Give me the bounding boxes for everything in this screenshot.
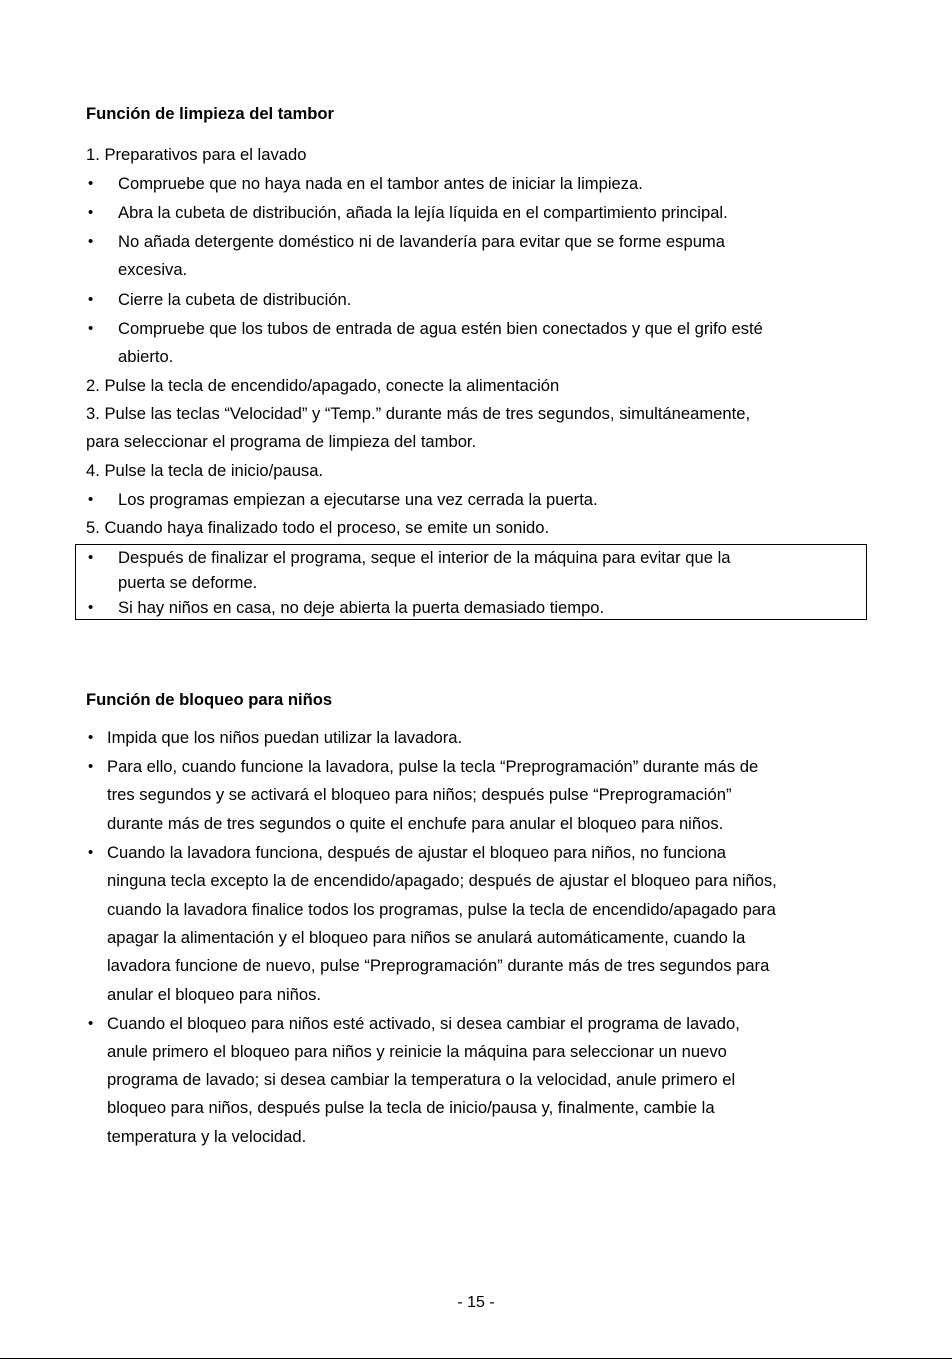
section-title-child-lock: Función de bloqueo para niños [86, 690, 333, 709]
child-lock-line: anule primero el bloqueo para niños y reinicie la máquina para seleccionar un nuevo [107, 1042, 727, 1061]
step-1-bullet: Cierre la cubeta de distribución. [118, 290, 352, 309]
child-lock-line: cuando la lavadora finalice todos los programas, pulse la tecla de encendido/apagado para [107, 900, 776, 919]
bullet-dot: • [88, 204, 94, 221]
bullet-dot: • [88, 491, 94, 508]
bullet-dot: • [88, 233, 94, 250]
note-bullet: Después de finalizar el programa, seque el interior de la máquina para evitar que la [118, 548, 731, 567]
step-2: 2. Pulse la tecla de encendido/apagado, conecte la alimentación [86, 376, 560, 395]
step-4: 4. Pulse la tecla de inicio/pausa. [86, 461, 324, 480]
child-lock-line: temperatura y la velocidad. [107, 1127, 307, 1146]
footer-divider [0, 1358, 952, 1359]
child-lock-line: lavadora funcione de nuevo, pulse “Preprogramación” durante más de tres segundos para [107, 956, 770, 975]
child-lock-line: Cuando el bloqueo para niños esté activado, si desea cambiar el programa de lavado, [107, 1014, 740, 1033]
bullet-dot: • [88, 320, 94, 337]
step-1-bullet-continuation: abierto. [118, 347, 174, 366]
child-lock-line: ninguna tecla excepto la de encendido/apagado; después de ajustar el bloqueo para niños, [107, 871, 777, 890]
step-3-continuation: para seleccionar el programa de limpieza del tambor. [86, 432, 477, 451]
bullet-dot: • [88, 844, 94, 861]
child-lock-line: bloqueo para niños, después pulse la tecla de inicio/pausa y, finalmente, cambie la [107, 1098, 715, 1117]
child-lock-line: Impida que los niños puedan utilizar la lavadora. [107, 728, 463, 747]
child-lock-line: Cuando la lavadora funciona, después de ajustar el bloqueo para niños, no funciona [107, 843, 727, 862]
note-bullet: Si hay niños en casa, no deje abierta la puerta demasiado tiempo. [118, 598, 605, 617]
child-lock-line: anular el bloqueo para niños. [107, 985, 322, 1004]
page-number: - 15 - [457, 1294, 495, 1311]
section-title-drum-cleaning: Función de limpieza del tambor [86, 104, 335, 123]
step-1-bullet: Compruebe que los tubos de entrada de agua estén bien conectados y que el grifo esté [118, 319, 763, 338]
child-lock-line: tres segundos y se activará el bloqueo para niños; después pulse “Preprogramación” [107, 785, 732, 804]
bullet-dot: • [88, 1015, 94, 1032]
step-1: 1. Preparativos para el lavado [86, 145, 307, 164]
child-lock-line: durante más de tres segundos o quite el enchufe para anular el bloqueo para niños. [107, 814, 724, 833]
step-1-bullet: Compruebe que no haya nada en el tambor antes de iniciar la limpieza. [118, 174, 643, 193]
child-lock-line: programa de lavado; si desea cambiar la temperatura o la velocidad, anule primero el [107, 1070, 736, 1089]
step-3: 3. Pulse las teclas “Velocidad” y “Temp.” durante más de tres segundos, simultáneamente, [86, 404, 751, 423]
bullet-dot: • [88, 175, 94, 192]
step-5: 5. Cuando haya finalizado todo el proceso, se emite un sonido. [86, 518, 550, 537]
step-1-bullet: Abra la cubeta de distribución, añada la lejía líquida en el compartimiento principal. [118, 203, 728, 222]
step-1-bullet-continuation: excesiva. [118, 260, 188, 279]
child-lock-line: apagar la alimentación y el bloqueo para niños se anulará automáticamente, cuando la [107, 928, 746, 947]
note-bullet-continuation: puerta se deforme. [118, 573, 258, 592]
bullet-dot: • [88, 549, 94, 566]
step-4-bullet: Los programas empiezan a ejecutarse una vez cerrada la puerta. [118, 490, 598, 509]
bullet-dot: • [88, 291, 94, 308]
step-1-bullet: No añada detergente doméstico ni de lavandería para evitar que se forme espuma [118, 232, 725, 251]
bullet-dot: • [88, 729, 94, 746]
bullet-dot: • [88, 599, 94, 616]
bullet-dot: • [88, 758, 94, 775]
child-lock-line: Para ello, cuando funcione la lavadora, pulse la tecla “Preprogramación” durante más de [107, 757, 759, 776]
